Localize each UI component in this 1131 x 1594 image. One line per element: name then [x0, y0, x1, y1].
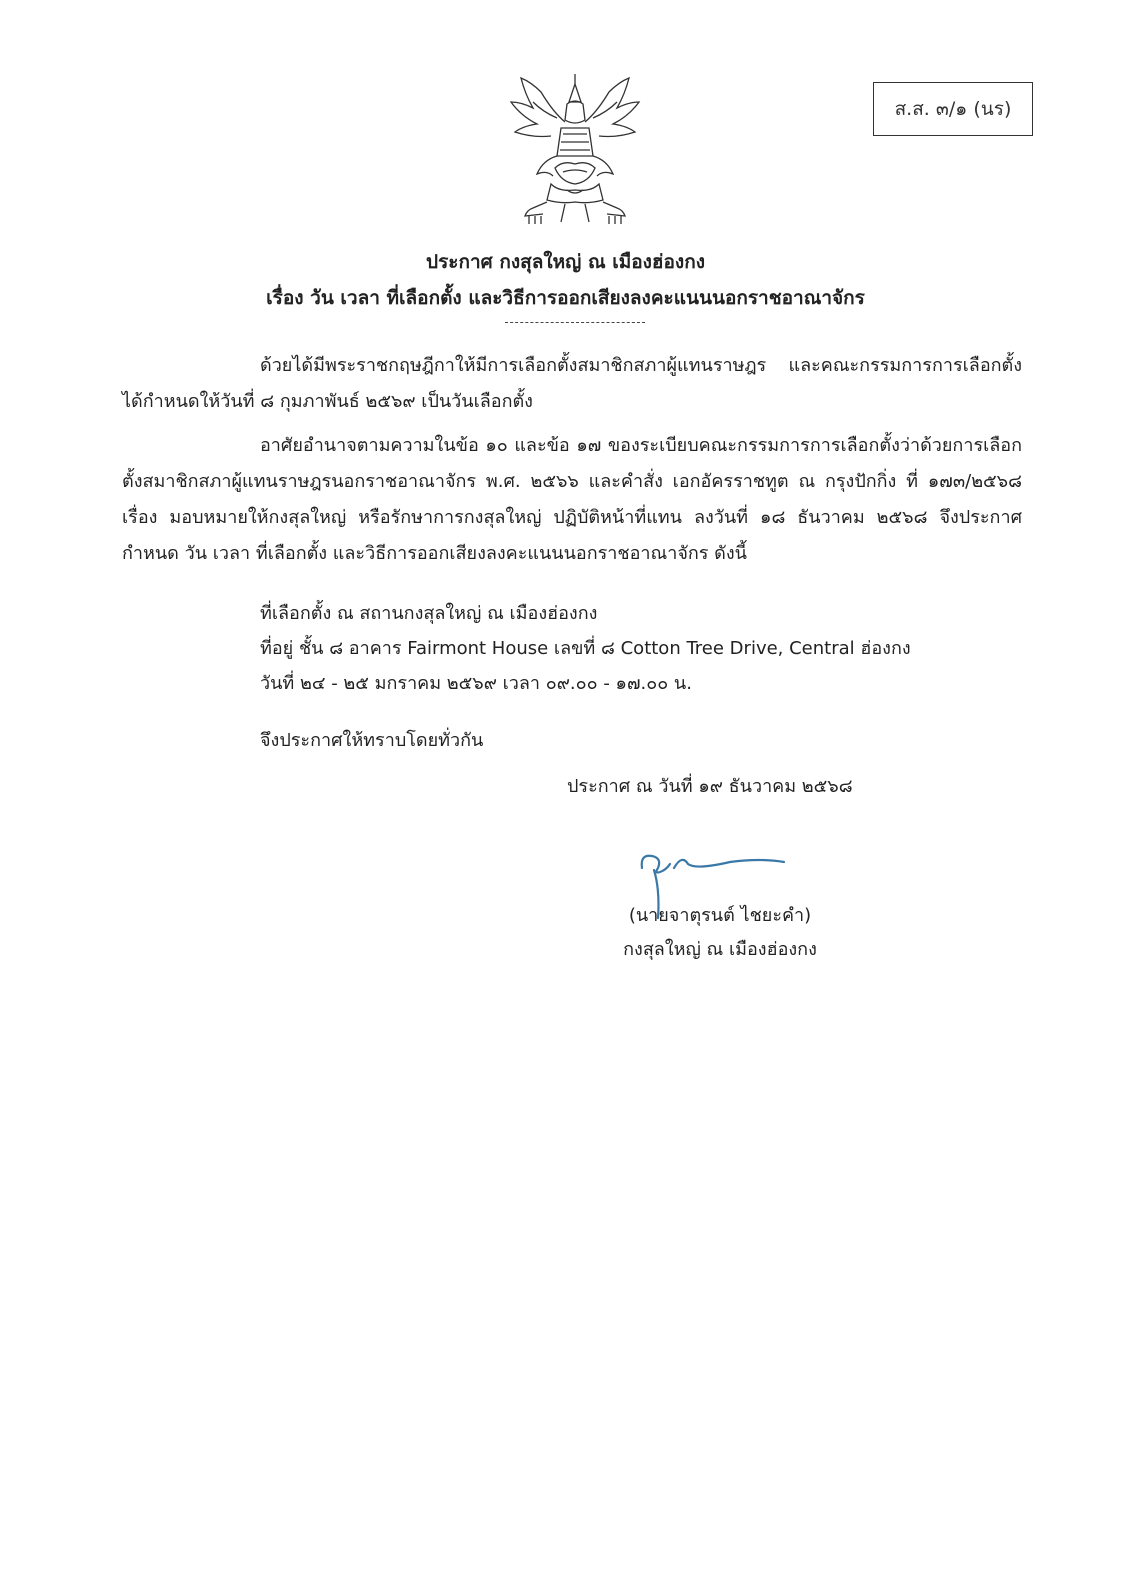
polling-address: ที่อยู่ ชั้น ๘ อาคาร Fairmont House เลขที่ ๘ Cotton Tree Drive, Central ฮ่องกง	[260, 638, 911, 659]
announcement-subject: เรื่อง วัน เวลา ที่เลือกตั้ง และวิธีการออกเสียงลงคะแนนนอกราชอาณาจักร	[266, 287, 865, 309]
body-paragraph-1: ด้วยได้มีพระราชกฤษฎีกาให้มีการเลือกตั้งสมาชิกสภาผู้แทนราษฎร และคณะกรรมการการเลือกตั้งได้กำหนดให้วันที่ ๘ กุมภาพันธ์ ๒๕๖๙ เป็นวันเลือกตั้ง	[122, 355, 1022, 412]
signatory-position: กงสุลใหญ่ ณ เมืองฮ่องกง	[623, 939, 817, 960]
polling-place: ที่เลือกตั้ง ณ สถานกงสุลใหญ่ ณ เมืองฮ่องกง	[260, 603, 598, 624]
garuda-emblem-icon	[503, 72, 648, 232]
announcement-title: ประกาศ กงสุลใหญ่ ณ เมืองฮ่องกง	[426, 251, 705, 273]
polling-datetime: วันที่ ๒๔ - ๒๕ มกราคม ๒๕๖๙ เวลา ๐๙.๐๐ - ๑๗.๐๐ น.	[260, 673, 692, 694]
closing-statement: จึงประกาศให้ทราบโดยทั่วกัน	[260, 730, 484, 751]
body-paragraph-2: อาศัยอำนาจตามความในข้อ ๑๐ และข้อ ๑๗ ของระเบียบคณะกรรมการการเลือกตั้งว่าด้วยการเลือกตั้งสมาชิกสภาผู้แทนราษฎรนอกราชอาณาจักร พ.ศ. ๒๕๖๖ และคำสั่ง เอกอัครราชทูต ณ กรุงปักกิ่ง ที่ ๑๗๓/๒๕๖๘ เรื่อง มอบหมายให้กงสุลใหญ่ หรือรักษาการกงสุลใหญ่ ปฏิบัติหน้าที่แทน ลงวันที่ ๑๘ ธันวาคม ๒๕๖๘ จึงประกาศกำหนด วัน เวลา ที่เลือกตั้ง และวิธีการออกเสียงลงคะแนนนอกราชอาณาจักร ดังนี้	[122, 435, 1022, 564]
form-code-box	[873, 82, 1033, 136]
signatory-name: (นายจาตุรนต์ ไชยะคำ)	[628, 905, 812, 926]
announcement-date: ประกาศ ณ วันที่ ๑๙ ธันวาคม ๒๕๖๘	[567, 776, 853, 797]
title-divider	[505, 322, 645, 323]
form-code: ส.ส. ๓/๑ (นร)	[894, 98, 1012, 120]
